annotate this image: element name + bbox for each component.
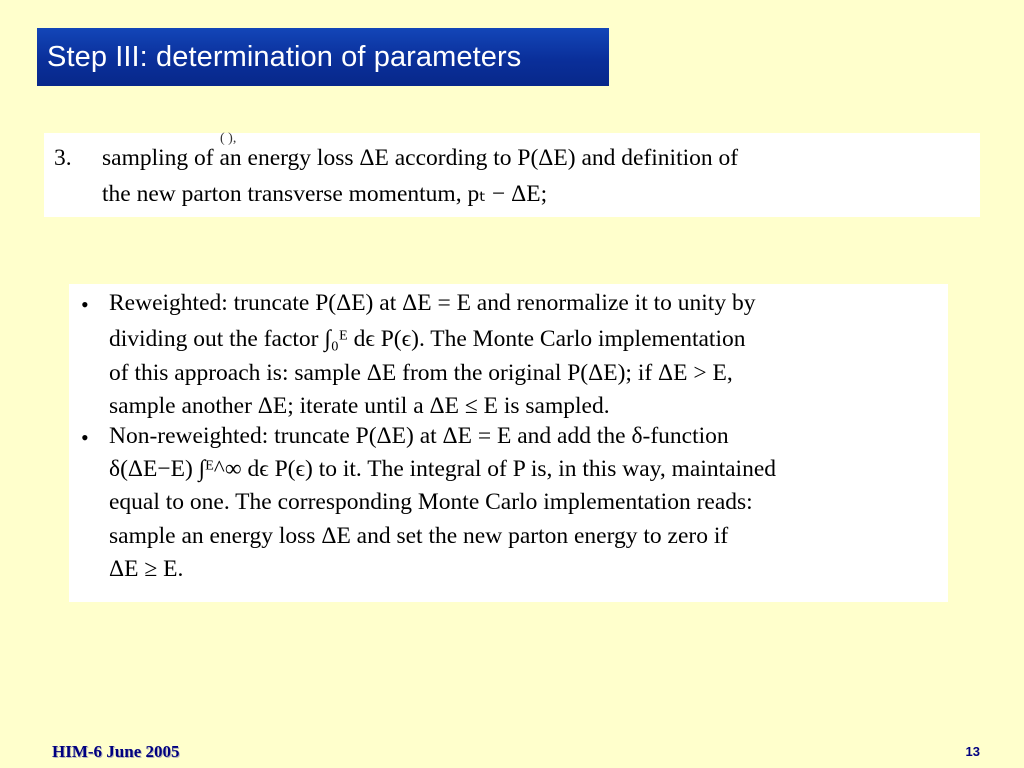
paper-excerpt-step-3	[44, 133, 980, 217]
non-reweighted-line-4: sample an energy loss ΔE and set the new parton energy to zero if	[109, 523, 729, 549]
reweighted-line-2: dividing out the factor ∫₀ᴱ dϵ P(ϵ). The Monte Carlo implementation	[109, 326, 746, 352]
bullet-dot-2: •	[81, 425, 89, 450]
slide-title-bar	[37, 28, 609, 86]
cropped-text-remnant: ( ),	[220, 131, 237, 146]
step-number: 3.	[54, 145, 72, 171]
reweighted-line-1: Reweighted: truncate P(ΔE) at ΔE = E and renormalize it to unity by	[109, 290, 756, 316]
paper-excerpt-truncation-options	[69, 284, 948, 602]
non-reweighted-line-5: ΔE ≥ E.	[109, 556, 184, 582]
non-reweighted-line-3: equal to one. The corresponding Monte Carlo implementation reads:	[109, 489, 753, 515]
step-3-line-1: sampling of an energy loss ΔE according to P(ΔE) and definition of	[102, 145, 739, 171]
non-reweighted-line-2: δ(ΔE−E) ∫ᴱ^∞ dϵ P(ϵ) to it. The integral of P is, in this way, maintained	[109, 456, 777, 482]
non-reweighted-line-1: Non-reweighted: truncate P(ΔE) at ΔE = E and add the δ-function	[109, 423, 729, 449]
page-number: 13	[965, 744, 980, 759]
reweighted-line-3: of this approach is: sample ΔE from the original P(ΔE); if ΔE > E,	[109, 360, 733, 386]
reweighted-line-4: sample another ΔE; iterate until a ΔE ≤ E is sampled.	[109, 393, 610, 419]
step-3-line-2: the new parton transverse momentum, pₜ − ΔE;	[102, 181, 548, 207]
footer-event-label: HIM-6 June 2005	[52, 742, 180, 761]
bullet-dot-1: •	[81, 292, 89, 317]
slide-title: Step III: determination of parameters	[47, 40, 522, 73]
